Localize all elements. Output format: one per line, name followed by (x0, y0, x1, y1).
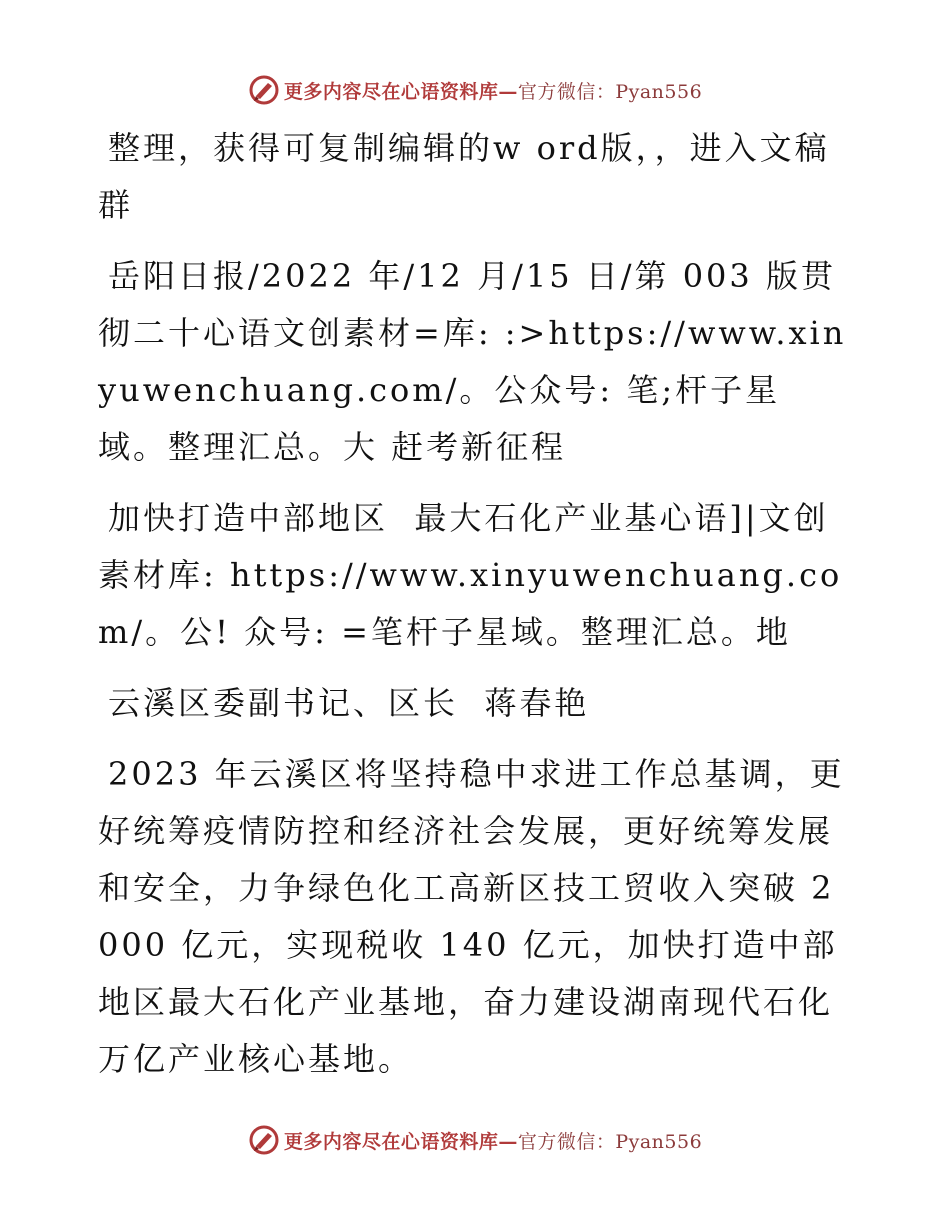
banner-contact: 官方微信：Pyan556 (517, 80, 703, 103)
footer-banner (0, 1120, 950, 1160)
banner-contact: 官方微信：Pyan556 (517, 1130, 703, 1153)
pen-circle-logo-icon (248, 1124, 280, 1156)
header-banner (0, 70, 950, 110)
banner-text: 更多内容尽在心语资料库—官方微信：Pyan556 (283, 80, 703, 103)
document-body (98, 120, 850, 1102)
paragraph-5: 2023 年云溪区将坚持稳中求进工作总基调，更好统筹疫情防控和经济社会发展，更好统筹发展和安全，力争绿色化工高新区技工贸收入突破 2000 亿元，实现税收 140 亿元，加快打造中部地区最大石化产业基地，奋力建设湖南现代石化万亿产业核心基地。 (98, 755, 845, 1078)
paragraph-2: 岳阳日报/2022 年/12 月/15 日/第 003 版贯彻二十心语文创素材=库: :>https://www.xinyuwenchuang.com/。公众号: 笔;杆子星域。整理汇总。大 赶考新征程 (98, 257, 847, 466)
paragraph-4: 云溪区委副书记、区长 蒋春艳 (108, 684, 590, 722)
paragraph-1: 整理，获得可复制编辑的w ord版，，进入文稿群 (98, 129, 830, 224)
banner-text: 更多内容尽在心语资料库—官方微信：Pyan556 (283, 1130, 703, 1153)
paragraph-3: 加快打造中部地区 最大石化产业基心语]|文创素材库: https://www.xinyuwenchuang.com/。公! 众号: =笔杆子星域。整理汇总。地 (98, 499, 843, 651)
pen-circle-logo-icon (248, 74, 280, 106)
